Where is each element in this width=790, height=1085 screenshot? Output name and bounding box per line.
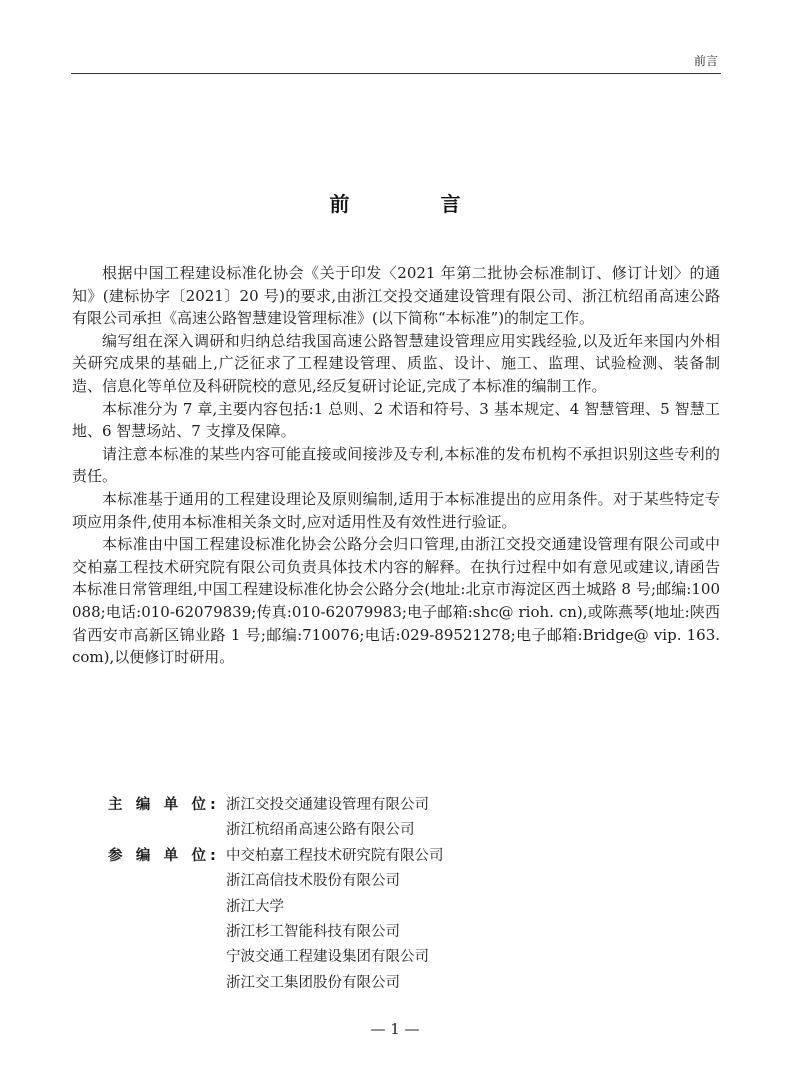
unit-item: 浙江杭绍甬高速公路有限公司 (226, 822, 415, 839)
paragraph-research: 编写组在深入调研和归纳总结我国高速公路智慧建设管理应用实践经验,以及近年来国内外相关研究成果的基础上,广泛征求了工程建设管理、质监、设计、施工、监理、试验检测、装备制造、信息化等单位及科研院校的意见,经反复研讨论证,完成了本标准的编制工作。 (72, 331, 720, 395)
unit-item: 浙江高信技术股份有限公司 (226, 873, 400, 890)
paragraph-basis: 根据中国工程建设标准化协会《关于印发〈2021 年第二批协会标准制订、修订计划〉的通知》(建标协字〔2021〕20 号)的要求,由浙江交投交通建设管理有限公司、浙江杭绍甬高速公路有限公司承担《高速公路智慧建设管理标准》(以下简称“本标准”)的制定工作。 (72, 264, 720, 328)
paragraph-patent-notice: 请注意本标准的某些内容可能直接或间接涉及专利,本标准的发布机构不承担识别这些专利的责任。 (72, 444, 720, 486)
paragraph-contact: 本标准由中国工程建设标准化协会公路分会归口管理,由浙江交投交通建设管理有限公司或中交柏嘉工程技术研究院有限公司负责具体技术内容的解释。在执行过程中如有意见或建议,请函告本标准日常管理组,中国工程建设标准化协会公路分会(地址:北京市海淀区西土城路 8 号;邮编:100088;电话:010-62079839;传真:010-62079983;电子邮箱:shc@ rioh. cn),或陈燕琴(地址:陕西省西安市高新区锦业路 1 号;邮编:710076;电话:029-89521278;电子邮箱:Bridge@ vip. 163. com),以便修订时研用。 (72, 535, 720, 667)
unit-item: 浙江杉工智能科技有限公司 (226, 924, 400, 941)
unit-item: 宁波交通工程建设集团有限公司 (226, 949, 429, 966)
label-char: 编 (135, 797, 151, 813)
page-title: 前 言 (329, 192, 503, 216)
participating-units-group (0, 844, 790, 996)
label-char: 参 (108, 847, 123, 864)
label-char: 单 (163, 797, 179, 813)
header-rule (71, 73, 721, 74)
running-header: 前言 (693, 54, 718, 68)
chief-units-label (108, 793, 220, 818)
label-char: 编 (135, 847, 151, 864)
units-section (0, 793, 790, 996)
preface-body (72, 262, 720, 669)
label-char: 主 (108, 797, 123, 813)
unit-item: 浙江交投交通建设管理有限公司 (226, 797, 429, 813)
label-colon: : (210, 847, 216, 864)
paragraph-applicability: 本标准基于通用的工程建设理论及原则编制,适用于本标准提出的应用条件。对于某些特定专项应用条件,使用本标准相关条文时,应对适用性及有效性进行验证。 (72, 489, 720, 531)
chief-units-list (226, 793, 790, 844)
page-number: — 1 — (370, 1020, 420, 1038)
participating-units-label (108, 844, 220, 869)
label-char: 位 (191, 797, 206, 813)
unit-item: 浙江大学 (226, 898, 284, 915)
participating-units-list (226, 844, 790, 996)
paragraph-chapters: 本标准分为 7 章,主要内容包括:1 总则、2 术语和符号、3 基本规定、4 智慧管理、5 智慧工地、6 智慧场站、7 支撑及保障。 (72, 399, 720, 441)
label-char: 位 (191, 847, 206, 864)
label-colon: : (210, 797, 216, 813)
label-char: 单 (163, 847, 179, 864)
unit-item: 浙江交工集团股份有限公司 (226, 974, 400, 991)
chief-units-group (0, 793, 790, 844)
unit-item: 中交柏嘉工程技术研究院有限公司 (226, 847, 444, 864)
